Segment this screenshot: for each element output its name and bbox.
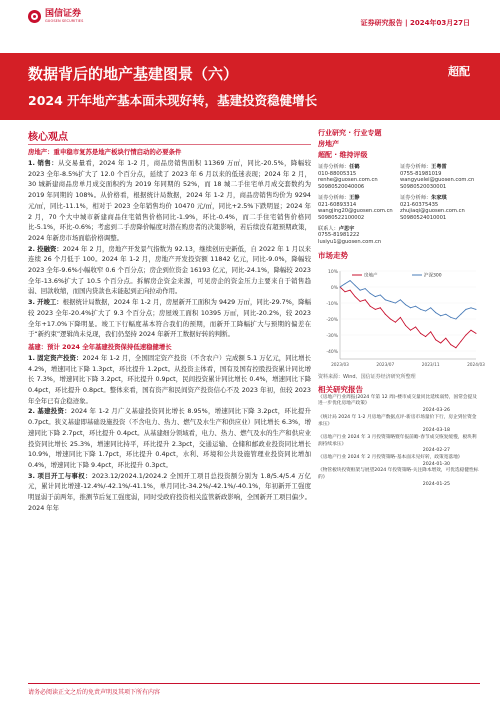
y-tick-label: -40% xyxy=(326,349,338,355)
analyst-card xyxy=(400,195,480,222)
analyst-name-line xyxy=(400,195,480,202)
sidebar xyxy=(318,128,485,489)
infrastructure-paragraph xyxy=(28,406,311,470)
paragraph-text: 2024 年 2 月，房地产开发景气指数为 92.13，继续创历史新低，自 2022 年 1 月以来连续 26 个月低于 100。2024 年 1-2 月，房地产开发投资额 11842 亿元，同比-9.0%，降幅较 2023 全年-9.6%小幅收窄 0.6 个百分点；房企到位资金 16193 亿元，同比-24.1%，降幅较 2023 全年-13.6%扩大了 10.5 个百分点。拆解房企资金来源，可见房企的资金压力主要来自于销售趋弱、回款收缩，而国内贷款也未能起到正向拉动作用。 xyxy=(28,244,311,296)
analyst-email: wangjing20@guosen.com.cn xyxy=(318,208,393,215)
analyst-card xyxy=(318,195,400,222)
data-point xyxy=(370,293,371,294)
data-point xyxy=(350,289,351,290)
paragraph-text: 2023.12/2024.1/2024.2 全国开工项目总投资额分别为 1.8/5.4/5.4 万亿元，累计同比增速-12.4%/-42.1%/-41.1%，单月同比-34.2%/-42.1%/-40.1%，年初新开工强度明显弱于前两年，推测节后复工强度弱，同时受政府投资相关监管新政影响，全国新开工项目偏少。2024 年年 xyxy=(28,471,311,512)
analyst-name: 卢思宇 xyxy=(338,225,355,232)
data-point xyxy=(405,325,406,326)
company-logo xyxy=(28,9,83,23)
report-type: 证券研究报告 | 2024年03月27日 xyxy=(360,19,470,27)
analyst-card xyxy=(318,226,400,246)
analyst-role: 证券分析师： xyxy=(400,164,432,170)
paragraph-label: 3. 开竣工： xyxy=(28,298,63,307)
related-title: 相关研究报告 xyxy=(318,384,363,394)
data-point xyxy=(345,291,346,292)
data-point xyxy=(476,309,477,310)
analyst-cert: S0980520030001 xyxy=(400,184,447,191)
analyst-list xyxy=(318,164,480,246)
x-tick-label: 2024/03 xyxy=(467,362,485,368)
data-point xyxy=(420,333,421,334)
report-title: 数据背后的地产基建图景（六） xyxy=(28,65,239,83)
data-point xyxy=(400,299,401,300)
data-point xyxy=(435,312,436,313)
data-point xyxy=(415,305,416,306)
y-tick-label: -20% xyxy=(326,317,338,323)
logo-cn: 国信证券 xyxy=(45,9,82,19)
data-point xyxy=(395,321,396,322)
data-point xyxy=(355,285,356,286)
x-tick-label: 2023/07 xyxy=(376,362,395,368)
related-report-title: 《房地产行业 2024 年 3 月投资策略暨年报前瞻-春节成交恢复缓慢，板块利润持续承压》 xyxy=(318,434,477,447)
paragraph-text: 2024 年 1-2 月，全国固定资产投资（不含农户）完成额 5.1 万亿元，同比增长 4.2%，增速同比下降 1.3pct，环比提升 1.2pct。从投资主体看，国有及国有控股投资累计同比增长 7.3%，增速同比下降 3.2pct，环比提升 0.9pct，民间投资累计同比增长 0.4%，增速同比下降 0.4pct，环比提升 0.8pct。整体来看，国有资产和民间资产投资信心不及 2023 年初，但较 2023 年全年已有企稳迹象。 xyxy=(28,353,311,405)
analyst-name: 朱家琪 xyxy=(431,194,447,201)
data-point xyxy=(405,304,406,305)
data-point xyxy=(385,299,386,300)
data-point xyxy=(460,341,461,342)
analyst-email: zhujiaqi@guosen.com.cn xyxy=(400,208,465,215)
data-point xyxy=(410,329,411,330)
data-point xyxy=(440,315,441,316)
related-report-title: 《物管板块投资框架与展望2024 年投资策略-关注降本增效，可优选稳健性标的》 xyxy=(318,468,479,481)
analyst-phone: 0755-81981019 xyxy=(400,170,442,177)
analyst-phone: 021-60375435 xyxy=(400,201,439,208)
y-tick-label: -10% xyxy=(326,301,338,307)
analyst-cert: S0980524010001 xyxy=(400,214,447,221)
series-line xyxy=(340,287,476,348)
analyst-role: 证券分析师： xyxy=(400,194,432,201)
data-point xyxy=(370,305,371,306)
data-point xyxy=(390,301,391,302)
realestate-paragraph xyxy=(28,158,311,244)
data-point xyxy=(465,334,466,335)
data-point xyxy=(435,339,436,340)
data-point xyxy=(360,301,361,302)
related-report-title: 《房地产行业 2024 年 2 月投资策略-基本面未见好转，政策宽落地》 xyxy=(318,455,463,461)
series-line xyxy=(340,280,476,318)
data-point xyxy=(450,344,451,345)
analyst-name-line xyxy=(318,164,400,171)
realestate-paragraph xyxy=(28,244,311,298)
y-tick-label: 10% xyxy=(327,269,338,275)
sector-label: 房地产 xyxy=(318,140,339,148)
related-report-date: 2024-03-18 xyxy=(422,428,450,434)
rating-line: 超配 · 维持评级 xyxy=(318,151,368,159)
industry-label: 行业研究 · 行业专题 xyxy=(318,129,382,137)
data-point xyxy=(355,296,356,297)
analyst-role: 证券分析师： xyxy=(318,164,350,170)
related-report-date: 2024-01-25 xyxy=(422,481,450,487)
main-content xyxy=(28,128,311,514)
y-tick-label: -30% xyxy=(326,333,338,339)
analyst-name: 王静 xyxy=(349,194,360,201)
data-point xyxy=(420,309,421,310)
paragraph-label: 2. 基建投资： xyxy=(28,407,71,416)
analyst-cert: S0980520040006 xyxy=(318,184,365,191)
realestate-paragraph xyxy=(28,297,311,340)
paragraph-label: 1. 销售： xyxy=(28,159,59,167)
data-point xyxy=(471,307,472,308)
chart-title: 市场走势 xyxy=(318,250,348,260)
data-point xyxy=(430,307,431,308)
analyst-name-line xyxy=(318,226,400,233)
data-point xyxy=(385,313,386,314)
data-point xyxy=(340,286,341,287)
data-point xyxy=(465,309,466,310)
related-report xyxy=(318,435,480,455)
report-subtitle: 2024 开年地产基本面未现好转，基建投资稳健增长 xyxy=(28,93,318,108)
footer-divider xyxy=(28,683,480,684)
data-point xyxy=(410,307,411,308)
data-point xyxy=(345,283,346,284)
legend-label: 沪深300 xyxy=(424,273,442,279)
related-report-date: 2024-02-27 xyxy=(422,448,450,454)
analyst-name-line xyxy=(318,195,400,202)
data-point xyxy=(455,318,456,319)
related-list xyxy=(318,395,480,489)
rating-badge: 超配 xyxy=(448,65,470,78)
data-point xyxy=(350,280,351,281)
analyst-email: wangyuelei@guosen.com.cn xyxy=(400,177,475,184)
x-tick-label: 2023/11 xyxy=(421,362,440,368)
analyst-card xyxy=(318,164,400,191)
data-point xyxy=(380,307,381,308)
logo-icon xyxy=(28,10,41,23)
data-point xyxy=(425,336,426,337)
analyst-name: 王粤雷 xyxy=(431,164,447,170)
data-point xyxy=(450,317,451,318)
analyst-phone: 021-60893314 xyxy=(318,201,357,208)
analyst-name: 任鹤 xyxy=(349,164,360,170)
data-point xyxy=(365,299,366,300)
data-point xyxy=(425,310,426,311)
analyst-role: 联系人： xyxy=(318,225,339,232)
analyst-role: 证券分析师： xyxy=(318,194,350,201)
subheading-infrastructure: 基建：预计 2024 全年基建投资保持低速稳健增长 xyxy=(28,342,172,351)
chart-source: 资料来源：Wind、国信证券经济研究所整理 xyxy=(318,373,416,380)
section-title: 核心观点 xyxy=(28,132,68,143)
data-point xyxy=(360,289,361,290)
infrastructure-paragraph xyxy=(28,353,311,407)
related-report xyxy=(318,455,480,468)
market-chart xyxy=(318,263,485,373)
data-point xyxy=(471,329,472,330)
data-point xyxy=(390,318,391,319)
related-report xyxy=(318,415,480,435)
paragraph-label: 3. 项目开工与事权： xyxy=(28,471,92,480)
analyst-email: lusiyu1@guosen.com.cn xyxy=(318,239,382,246)
related-report-date: 2024-01-30 xyxy=(422,461,450,467)
related-report xyxy=(318,468,480,488)
paragraph-text: 从交易量看，2024 年 1-2 月，商品房销售面积 11369 万㎡，同比-20.5%，降幅较 2023 全年-8.5%扩大了 12.0 个百分点，延续了 2023 年 6 月以来的低迷表现；2024 年 2 月，30 城新建商品房单月成交面积约为 2019 年同期的 52%，而 18 城二手住宅单月成交套数约为 2019 年同期的 108%。从价格看，根据统计局数据，2024 年 1-2 月，商品房销售均价为 9294 元/㎡，同比-11.1%，相对于 2023 全年销售均价 10470 元/㎡，同比+2.5%下跌明显；2024 年 2 月，70 个大中城市新建商品住宅销售价格同比-1.9%，环比-0.4%，而二手住宅销售价格同比-5.1%，环比-0.6%；考虑到二手房降价幅度对潜在购房者的决策影响，若后续没有超预期政策，2024 年新房市场面临价格调整。 xyxy=(28,159,311,242)
chart-svg xyxy=(318,263,485,373)
subheading-realestate: 房地产：重申稳市复苏是地产板块行情启动的必要条件 xyxy=(28,148,182,156)
related-report-title: 《房地产行业周报(2024 年第 12 周)-楼市成交量同比延续弱势，国常会提及进一步优化房地产政策》 xyxy=(318,394,477,407)
analyst-card xyxy=(400,164,480,191)
data-point xyxy=(375,309,376,310)
analyst-name-line xyxy=(400,164,480,171)
analyst-phone: 010-88005315 xyxy=(318,170,357,177)
legend-label: 房地产 xyxy=(364,273,378,279)
data-point xyxy=(380,294,381,295)
y-tick-label: 0% xyxy=(330,285,338,291)
top-bar xyxy=(0,0,500,30)
data-point xyxy=(415,326,416,327)
analyst-phone: 0755-81981222 xyxy=(318,232,360,239)
title-banner xyxy=(0,53,500,120)
data-point xyxy=(445,337,446,338)
data-point xyxy=(400,317,401,318)
data-point xyxy=(375,296,376,297)
analyst-email: renhe@guosen.com.cn xyxy=(318,177,378,184)
data-point xyxy=(476,333,477,334)
paragraph-label: 2. 投融资： xyxy=(28,244,63,253)
section-divider xyxy=(28,144,311,145)
data-point xyxy=(430,331,431,332)
related-report-title: 《统计局 2024 年 1-2 月房地产数据点评-新房市场量价下行，房企到位资金承压》 xyxy=(318,414,477,427)
related-report-date: 2024-03-26 xyxy=(422,408,450,414)
related-report xyxy=(318,395,480,415)
paragraph-label: 1. 固定资产投资： xyxy=(28,353,83,362)
footer-disclaimer: 请务必阅读正文之后的免责声明及其项下所有内容 xyxy=(28,689,161,696)
infrastructure-paragraph xyxy=(28,471,311,514)
paragraph-text: 2024 年 1-2 月广义基建投资同比增长 8.95%，增速同比下降 3.2pct，环比提升 0.7pct。狭义基建即基础设施投资（不含电力、热力、燃气及水生产和供应业）同比增长 6.3%，增速同比下降 2.7pct，环比提升 0.4pct。从基建细分领域看，电力、热力、燃气及水的生产和供应业投资同比增长 25.3%，增速同比持平，环比提升 2.3pct，交通运输、仓储和邮政业投资同比增长 10.9%，增速同比下降 1.7pct，环比提升 0.4pct，水利、环境和公共设施管理业投资同比增加 0.4%，增速同比下降 9.4pct，环比提升 0.3pct。 xyxy=(28,407,311,469)
data-point xyxy=(440,342,441,343)
data-point xyxy=(445,313,446,314)
logo-en: GUOSEN SECURITIES xyxy=(45,19,84,23)
analyst-cert: S0980522100002 xyxy=(318,214,365,221)
data-point xyxy=(395,302,396,303)
x-tick-label: 2023/03 xyxy=(331,362,349,368)
data-point xyxy=(460,313,461,314)
paragraph-text: 根据统计局数据，2024 年 1-2 月，房屋新开工面积为 9429 万㎡，同比-29.7%，降幅较 2023 全年-20.4%扩大了 9.3 个百分点；房屋竣工面积 10395 万㎡，同比-20.2%，较 2023 全年+17.0%下降明显。竣工下行幅度基本符合我们的预期，而新开工降幅扩大与预期的偏差在于“新约束”逻辑尚未兑现，我们仍坚持 2024 年新开工数据好转的判断。 xyxy=(28,298,311,339)
data-point xyxy=(365,288,366,289)
data-point xyxy=(455,347,456,348)
